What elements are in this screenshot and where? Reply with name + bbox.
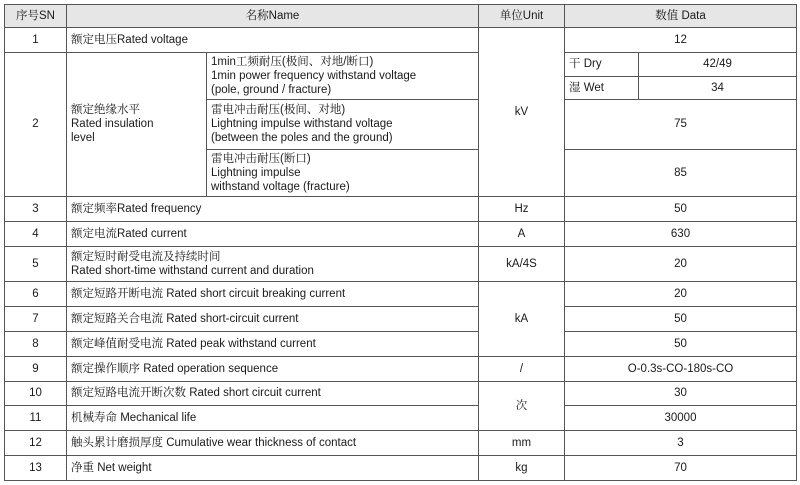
table-row (5, 222, 797, 247)
table-row (5, 27, 797, 52)
table-row (5, 307, 797, 332)
row-name: 额定短路电流开断次数 Rated short circuit current (67, 381, 479, 406)
row-sn: 13 (5, 456, 67, 481)
row-name: 额定频率Rated frequency (67, 197, 479, 222)
lightning-impulse-fracture-label (207, 149, 479, 197)
row-sn: 4 (5, 222, 67, 247)
row-unit: kg (479, 456, 565, 481)
row-sn: 3 (5, 197, 67, 222)
wet-label: 湿 Wet (565, 77, 639, 100)
row-name: 机械寿命 Mechanical life (67, 406, 479, 431)
row-sn: 9 (5, 356, 67, 381)
row-name (67, 247, 479, 282)
li-line-2: Lightning impulse withstand voltage (211, 118, 393, 131)
header-row (5, 5, 797, 28)
row-value: 12 (565, 27, 797, 52)
row-unit: Hz (479, 197, 565, 222)
row-name: 额定短路关合电流 Rated short-circuit current (67, 307, 479, 332)
header-sn: 序号SN (5, 5, 67, 28)
table-row (5, 406, 797, 431)
row-name-en: Rated short-time withstand current and duration (71, 265, 314, 278)
table-row (5, 431, 797, 456)
table-row (5, 197, 797, 222)
row-value: 70 (565, 456, 797, 481)
dry-value: 42/49 (639, 52, 797, 77)
row-sn: 6 (5, 282, 67, 307)
table-row (5, 381, 797, 406)
row-sn: 11 (5, 406, 67, 431)
lightning-impulse-fracture-value: 85 (565, 149, 797, 197)
table-row (5, 247, 797, 282)
lif-line-1: 雷电冲击耐压(断口) (211, 153, 311, 166)
unit-ka: kA (479, 282, 565, 356)
table-row (5, 282, 797, 307)
row-sn: 12 (5, 431, 67, 456)
row-name: 额定操作顺序 Rated operation sequence (67, 356, 479, 381)
table-row (5, 331, 797, 356)
row-sn: 1 (5, 27, 67, 52)
row-value: 30000 (565, 406, 797, 431)
pf-line-2: 1min power frequency withstand voltage (211, 69, 417, 82)
li-line-3: (between the poles and the ground) (211, 132, 393, 145)
row-sn: 8 (5, 331, 67, 356)
row-value: O-0.3s-CO-180s-CO (565, 356, 797, 381)
row-name: 净重 Net weight (67, 456, 479, 481)
row-value: 20 (565, 247, 797, 282)
table-row (5, 356, 797, 381)
row-sn: 10 (5, 381, 67, 406)
row-value: 50 (565, 307, 797, 332)
pf-line-1: 1min工频耐压(极间、对地/断口) (211, 55, 374, 68)
lightning-impulse-poles-value: 75 (565, 100, 797, 150)
wet-value: 34 (639, 77, 797, 100)
insulation-level-cn: 额定绝缘水平 (71, 104, 140, 117)
lightning-impulse-poles-label (207, 100, 479, 150)
row-sn: 7 (5, 307, 67, 332)
row-unit: / (479, 356, 565, 381)
row-sn: 2 (5, 52, 67, 197)
lif-line-2: Lightning impulse (211, 167, 301, 180)
table-row (5, 456, 797, 481)
header-unit: 单位Unit (479, 5, 565, 28)
row-value: 3 (565, 431, 797, 456)
spec-table (4, 4, 797, 481)
header-data: 数值 Data (565, 5, 797, 28)
unit-kv: kV (479, 27, 565, 197)
row-name: 额定电流Rated current (67, 222, 479, 247)
lif-line-3: withstand voltage (fracture) (211, 181, 350, 194)
row-unit: A (479, 222, 565, 247)
row-name: 额定峰值耐受电流 Rated peak withstand current (67, 331, 479, 356)
insulation-level-en1: Rated insulation (71, 118, 154, 131)
pf-line-3: (pole, ground / fracture) (211, 83, 332, 96)
row-name: 额定短路开断电流 Rated short circuit breaking current (67, 282, 479, 307)
insulation-level-label (67, 52, 207, 197)
row-name: 触头累计磨损厚度 Cumulative wear thickness of contact (67, 431, 479, 456)
row-unit: mm (479, 431, 565, 456)
row-value: 30 (565, 381, 797, 406)
row-value: 50 (565, 331, 797, 356)
header-name: 名称Name (67, 5, 479, 28)
row-name-cn: 额定短时耐受电流及持续时间 (71, 251, 221, 264)
row-sn: 5 (5, 247, 67, 282)
row-name: 额定电压Rated voltage (67, 27, 479, 52)
insulation-level-en2: level (71, 132, 95, 145)
power-frequency-withstand-label (207, 52, 479, 100)
row-value: 50 (565, 197, 797, 222)
row-unit: kA/4S (479, 247, 565, 282)
unit-times: 次 (479, 381, 565, 431)
table-row (5, 52, 797, 77)
dry-label: 干 Dry (565, 52, 639, 77)
row-value: 20 (565, 282, 797, 307)
row-value: 630 (565, 222, 797, 247)
li-line-1: 雷电冲击耐压(极间、对地) (211, 104, 346, 117)
